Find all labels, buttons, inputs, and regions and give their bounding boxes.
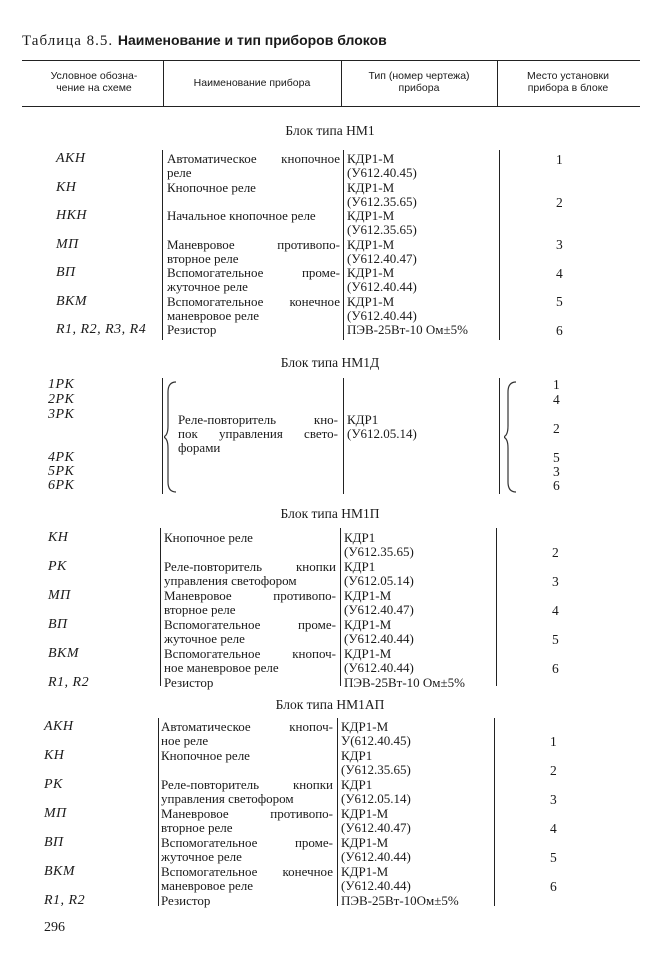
device-type: КДР1-М: [341, 835, 389, 850]
device-name: Вспомогательное конечное: [161, 864, 333, 879]
install-place: 2: [552, 545, 559, 560]
install-place: 5: [553, 450, 560, 465]
symbol-code: ВП: [48, 617, 68, 632]
device-name: Вспомогательное кнопоч-: [164, 646, 336, 661]
device-name: форами: [178, 440, 221, 455]
device-type: КДР1: [341, 777, 373, 792]
device-type: КДР1-М: [344, 646, 392, 661]
device-type: (У612.40.47): [344, 602, 414, 617]
symbol-code: R1, R2: [44, 893, 86, 908]
install-place: 3: [556, 237, 563, 252]
device-name: жуточное реле: [167, 279, 248, 294]
symbol-code: МП: [48, 588, 71, 603]
table-title: [22, 32, 387, 50]
device-name: Реле-повторитель кнопки: [161, 777, 333, 792]
device-type: КДР1: [347, 412, 379, 427]
device-name: Маневровое противопо-: [164, 588, 336, 603]
symbol-code: ВП: [56, 265, 76, 280]
install-place: 6: [552, 661, 559, 676]
symbol-code: КН: [44, 748, 65, 763]
header-divider: [163, 60, 164, 106]
table-title-main: Наименование и тип приборов блоков: [117, 32, 387, 48]
device-type: КДР1-М: [341, 864, 389, 879]
column-divider: [337, 718, 338, 906]
install-place: 4: [553, 392, 560, 407]
device-name: жуточное реле: [164, 631, 245, 646]
device-type: (У612.05.14): [347, 426, 417, 441]
column-divider: [162, 150, 163, 340]
right-brace: [504, 380, 518, 494]
device-type: ПЭВ-25Вт-10 Ом±5%: [344, 675, 465, 690]
header-device-name: [166, 77, 338, 89]
device-type: КДР1: [344, 530, 376, 545]
symbol-code: R1, R2: [48, 675, 90, 690]
device-type: (У612.40.44): [341, 849, 411, 864]
symbol-code: 5РК: [48, 464, 75, 479]
device-type: КДР1-М: [347, 265, 395, 280]
column-divider: [499, 150, 500, 340]
header-device-type: [344, 70, 494, 94]
device-type: (У612.40.44): [344, 660, 414, 675]
symbol-code: МП: [56, 236, 79, 252]
column-divider: [158, 718, 159, 906]
column-divider: [496, 528, 497, 686]
header-text: Наименование прибора: [193, 77, 311, 89]
device-name: ное маневровое реле: [164, 660, 279, 675]
device-type: КДР1-М: [347, 179, 395, 195]
device-type: (У612.40.45): [347, 165, 417, 180]
install-place: 5: [556, 294, 563, 309]
header-divider: [497, 60, 498, 106]
device-name: Кнопочное реле: [161, 748, 250, 763]
device-name: жуточное реле: [161, 849, 242, 864]
symbol-code: ВКМ: [44, 864, 76, 879]
install-place: 4: [552, 603, 559, 618]
device-type: (У612.05.14): [344, 573, 414, 588]
install-place: 6: [550, 879, 557, 894]
install-place: 6: [556, 322, 563, 338]
install-place: 1: [550, 734, 557, 749]
section-title: Блок типа НМ1П: [280, 506, 380, 521]
header-text: чение на схеме: [56, 82, 132, 94]
symbol-code: ВП: [44, 835, 64, 850]
header-text: прибора в блоке: [527, 82, 609, 94]
device-type: КДР1-М: [344, 588, 392, 603]
device-name: Реле-повторитель кнопки: [164, 559, 336, 574]
symbol-code: R1, R2, R3, R4: [56, 322, 147, 337]
device-name: вторное реле: [161, 820, 233, 835]
header-divider: [341, 60, 342, 106]
device-name: Начальное кнопочное реле: [167, 208, 316, 223]
device-type: (У612.35.65): [347, 193, 417, 209]
symbol-code: 1РК: [48, 377, 75, 392]
symbol-code: 4РК: [48, 450, 75, 465]
device-name: вторное реле: [167, 250, 239, 266]
symbol-code: МП: [44, 806, 67, 821]
column-divider: [162, 378, 163, 494]
device-type: КДР1-М: [347, 293, 395, 309]
install-place: 3: [552, 574, 559, 589]
column-divider: [343, 150, 344, 340]
device-name: Резистор: [161, 893, 211, 908]
column-divider: [340, 528, 341, 686]
install-place: 4: [556, 265, 563, 281]
install-place: 1: [556, 152, 563, 167]
device-type: КДР1-М: [341, 719, 389, 734]
install-place: 3: [553, 464, 560, 479]
symbol-code: АКН: [44, 719, 74, 734]
device-type: КДР1: [344, 559, 376, 574]
device-name: Маневровое противопо-: [161, 806, 333, 821]
install-place: 2: [550, 763, 557, 778]
device-name: вторное реле: [164, 602, 236, 617]
device-type: (У612.35.65): [344, 544, 414, 559]
device-type: КДР1-М: [347, 208, 395, 223]
install-place: 5: [550, 850, 557, 865]
header-bottom-rule: [22, 106, 640, 107]
device-type: (У612.40.47): [341, 820, 411, 835]
header-top-rule: [22, 60, 640, 61]
column-divider: [494, 718, 495, 906]
device-name: Вспомогательное конечное: [167, 293, 340, 309]
section-title: Блок типа НМ1: [285, 123, 375, 138]
column-divider: [160, 528, 161, 686]
device-type: (У612.35.65): [347, 222, 417, 237]
symbol-code: РК: [48, 559, 67, 574]
install-place: 4: [550, 821, 557, 836]
device-name: Резистор: [164, 675, 214, 690]
device-name: Вспомогательное проме-: [164, 617, 336, 632]
device-name: Вспомогательное проме-: [161, 835, 333, 850]
device-type: У(612.40.45): [341, 733, 411, 748]
device-name: Маневровое противопо-: [167, 236, 340, 252]
install-place: 2: [556, 194, 563, 210]
device-type: КДР1-М: [347, 151, 395, 166]
header-symbol: [28, 70, 160, 94]
device-type: КДР1: [341, 748, 373, 763]
device-type: (У612.05.14): [341, 791, 411, 806]
section-title: Блок типа НМ1АП: [275, 697, 385, 712]
device-type: ПЭВ-25Вт-10 Ом±5%: [347, 322, 468, 337]
install-place: 1: [553, 377, 560, 392]
device-type: (У612.40.44): [344, 631, 414, 646]
table-title-prefix: Таблица 8.5.: [22, 33, 114, 49]
device-type: (У612.40.44): [347, 279, 417, 294]
install-place: 2: [553, 421, 560, 436]
install-place: 5: [552, 632, 559, 647]
device-type: (У612.35.65): [341, 762, 411, 777]
symbol-code: 2РК: [48, 392, 75, 407]
device-name: пок управления свето-: [178, 426, 338, 441]
device-type: ПЭВ-25Вт-10Ом±5%: [341, 893, 459, 908]
device-type: КДР1-М: [347, 236, 395, 252]
device-name: управления светофором: [164, 573, 297, 588]
device-type: КДР1-М: [341, 806, 389, 821]
symbol-code: НКН: [56, 208, 88, 223]
install-place: 6: [553, 478, 560, 493]
device-type: КДР1-М: [344, 617, 392, 632]
symbol-code: КН: [56, 179, 77, 195]
device-name: маневровое реле: [167, 307, 260, 323]
header-text: прибора: [398, 82, 440, 94]
device-name: маневровое реле: [161, 878, 254, 893]
header-text: Место установки: [527, 70, 609, 82]
header-text: Условное обозна-: [50, 70, 138, 82]
column-divider: [499, 378, 500, 494]
device-name: Резистор: [167, 322, 217, 337]
device-name: Автоматическое кнопоч-: [161, 719, 333, 734]
device-type: (У612.40.44): [341, 878, 411, 893]
device-name: Автоматическое кнопочное: [167, 151, 340, 166]
install-place: 3: [550, 792, 557, 807]
header-text: Тип (номер чертежа): [368, 70, 470, 82]
device-type: (У612.40.44): [347, 307, 417, 323]
device-name: ное реле: [161, 733, 209, 748]
device-name: управления светофором: [161, 791, 294, 806]
page-number: 296: [44, 920, 65, 935]
column-divider: [343, 378, 344, 494]
symbol-code: 3РК: [48, 407, 75, 422]
left-brace: [164, 380, 178, 494]
device-name: Кнопочное реле: [164, 530, 253, 545]
symbol-code: РК: [44, 777, 63, 792]
symbol-code: КН: [48, 530, 69, 545]
device-name: Кнопочное реле: [167, 179, 256, 195]
device-name: Вспомогательное проме-: [167, 265, 340, 280]
device-name: реле: [167, 165, 192, 180]
header-place: [500, 70, 636, 94]
symbol-code: ВКМ: [48, 646, 80, 661]
device-type: (У612.40.47): [347, 250, 417, 266]
symbol-code: 6РК: [48, 478, 75, 493]
device-name: Реле-повторитель кно-: [178, 412, 338, 427]
symbol-code: ВКМ: [56, 293, 88, 309]
section-title: Блок типа НМ1Д: [280, 355, 380, 370]
symbol-code: АКН: [56, 151, 86, 166]
